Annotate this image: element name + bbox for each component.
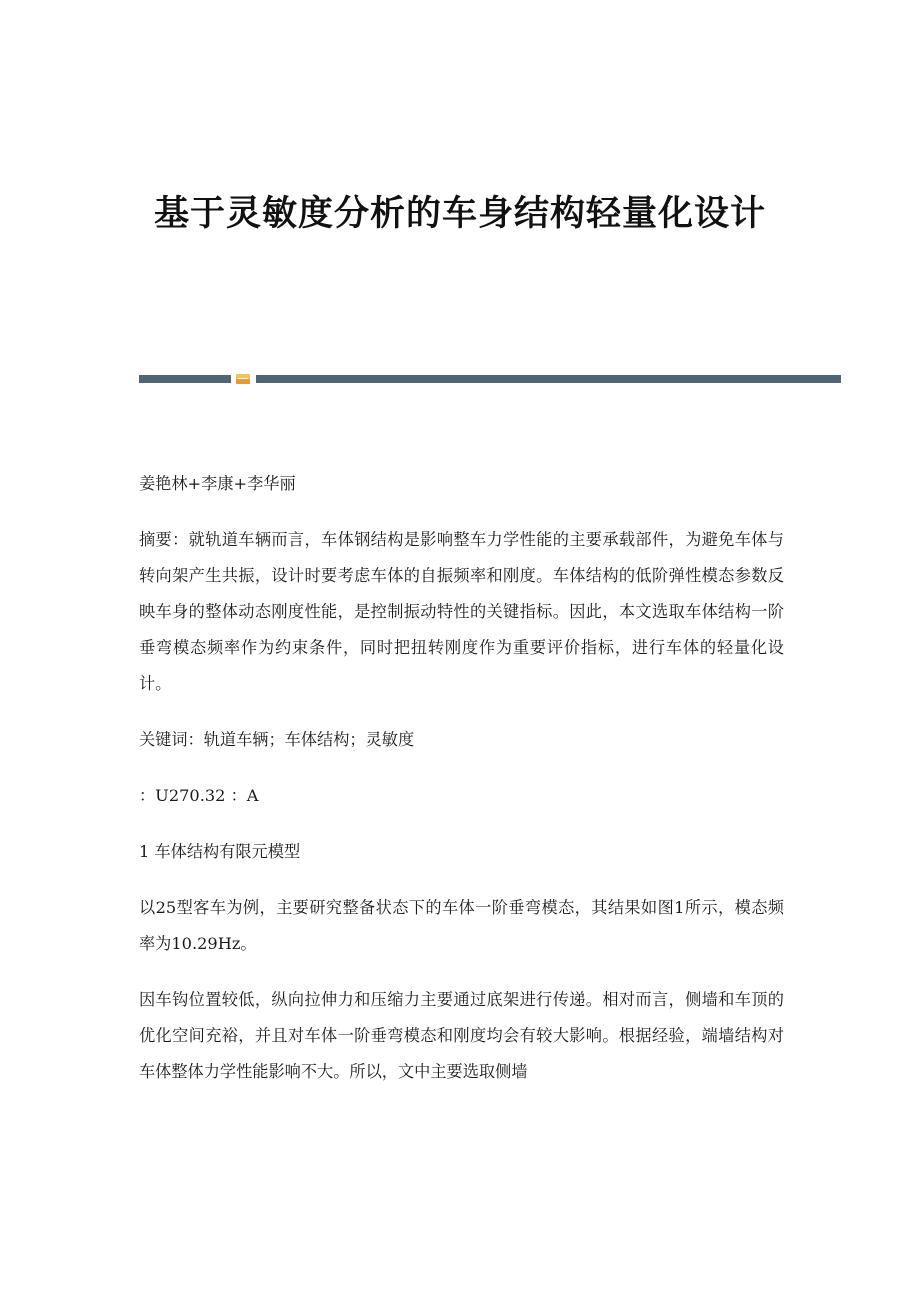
document-body bbox=[139, 466, 784, 1110]
authors: 姜艳林+李康+李华丽 bbox=[139, 474, 296, 493]
classification-codes: ：U270.32 ：A bbox=[139, 786, 259, 805]
keywords: 关键词：轨道车辆；车体结构；灵敏度 bbox=[139, 730, 415, 749]
paragraph: 以25型客车为例，主要研究整备状态下的车体一阶垂弯模态，其结果如图1所示，模态频率为10.29Hz。 bbox=[139, 898, 784, 953]
abstract: 摘要：就轨道车辆而言，车体钢结构是影响整车力学性能的主要承载部件，为避免车体与转向架产生共振，设计时要考虑车体的自振频率和刚度。车体结构的低阶弹性模态参数反映车身的整体动态刚度性能，是控制振动特性的关键指标。因此，本文选取车体结构一阶垂弯模态频率作为约束条件，同时把扭转刚度作为重要评价指标，进行车体的轻量化设计。 bbox=[139, 530, 784, 693]
document-title: 基于灵敏度分析的车身结构轻量化设计 bbox=[153, 194, 766, 234]
divider-bar-right bbox=[256, 375, 841, 383]
paragraph: 因车钩位置较低，纵向拉伸力和压缩力主要通过底架进行传递。相对而言，侧墙和车顶的优化空间充裕，并且对车体一阶垂弯模态和刚度均会有较大影响。根据经验，端墙结构对车体整体力学性能影响不大。所以，文中主要选取侧墙 bbox=[139, 990, 784, 1081]
divider-ornament-icon bbox=[236, 374, 250, 384]
section-heading: 1 车体结构有限元模型 bbox=[139, 842, 301, 861]
title-divider bbox=[139, 374, 841, 384]
divider-bar-left bbox=[139, 375, 231, 383]
